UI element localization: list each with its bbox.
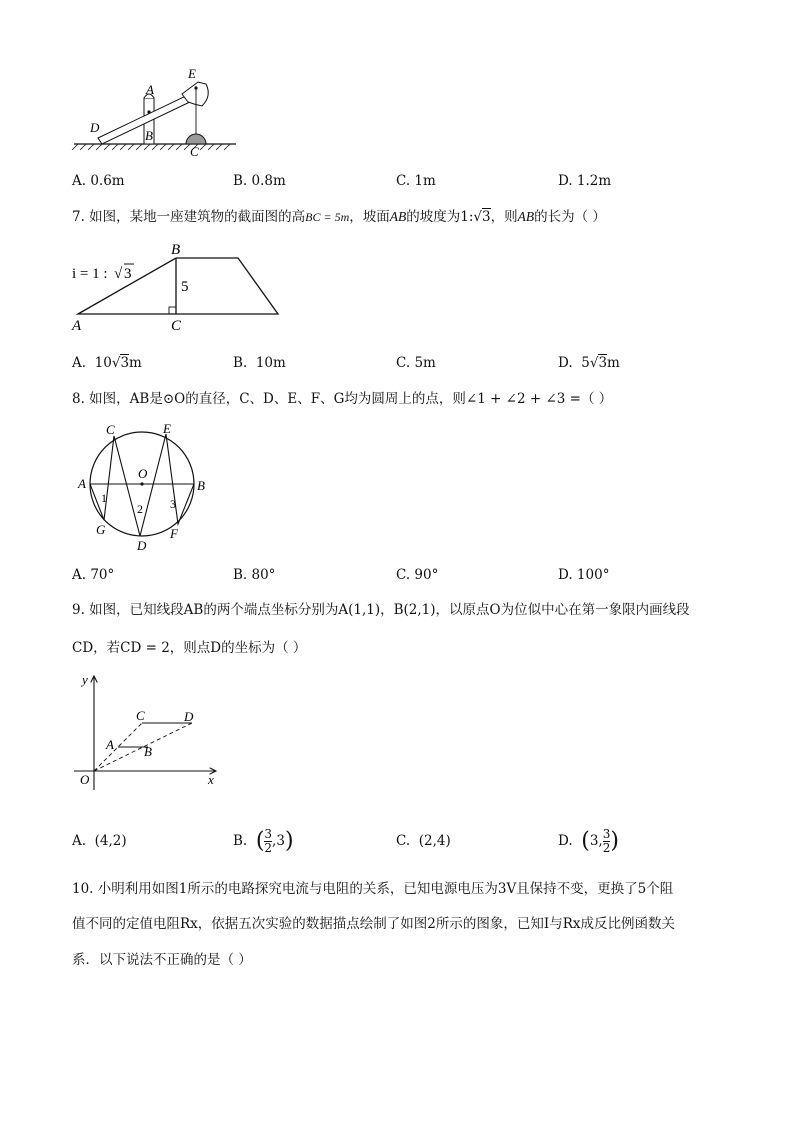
q9-option-d[interactable] [558, 822, 619, 861]
q7-sqrt3: 3 [482, 209, 491, 225]
q7-option-a-unit: m [129, 355, 142, 371]
q9-fig-label-C: C [136, 708, 145, 723]
q7-fig-label-B: B [171, 242, 181, 258]
q8-fig-label-B: B [197, 478, 205, 493]
q9-option-a[interactable] [72, 831, 127, 851]
q9-option-d-head: 3, [589, 833, 603, 849]
q8-option-a[interactable]: A. 70° [72, 567, 115, 583]
q7-option-a[interactable] [72, 353, 142, 373]
q7-option-c-letter: C. [396, 355, 411, 371]
q7-option-c-value: 5m [414, 355, 436, 371]
q9-option-b-lparen: ( [255, 828, 265, 854]
q9-figure [72, 670, 227, 790]
q10-question-line3: 系．以下说法不正确的是（ ） [72, 952, 252, 968]
q7-option-b-value: 10m [255, 355, 286, 371]
q7-fig-sqrt-sign: √ [114, 266, 123, 282]
q8-fig-label-C: C [106, 422, 115, 437]
q6-figure [70, 66, 240, 158]
q7-text-mid: ，坡面 [349, 209, 390, 225]
q9-option-b-num: 3 [264, 827, 273, 841]
q6-label-B: B [145, 128, 153, 143]
q9-fig-label-O: O [80, 772, 90, 787]
q8-option-b[interactable]: B. 80° [233, 567, 276, 583]
q6-label-A: A [146, 82, 154, 97]
q6-option-b[interactable]: B. 0.8m [233, 173, 286, 189]
q9-option-b-letter: B. [233, 833, 248, 849]
q8-fig-label-O: O [138, 466, 148, 481]
q7-fig-slope: i = 1 : [72, 266, 108, 282]
q8-fig-label-A: A [78, 476, 86, 491]
q7-option-d[interactable] [558, 353, 620, 373]
q7-fig-label-A: A [72, 318, 82, 334]
q9-fig-label-y: y [82, 672, 88, 687]
q6-option-c[interactable]: C. 1m [396, 173, 436, 189]
q9-fig-label-x: x [208, 772, 214, 787]
q6-label-C: C [190, 144, 199, 158]
q7-ab2: AB [517, 209, 535, 224]
q9-option-d-rparen: ) [610, 828, 619, 854]
q7-text-mid2: 的坡度为 [406, 209, 461, 225]
q8-fig-angle-1: 1 [101, 491, 107, 505]
q9-fig-label-A: A [106, 737, 114, 752]
q6-label-E: E [188, 66, 196, 81]
q8-option-c[interactable]: C. 90° [396, 567, 439, 583]
q8-figure [74, 420, 214, 555]
q9-option-a-letter: A. [72, 833, 87, 849]
q7-option-c[interactable] [396, 353, 436, 373]
q7-ratio: 1: [460, 209, 474, 225]
q9-option-c-value: (2,4) [418, 833, 451, 849]
q7-sqrt-sign: √ [473, 209, 483, 225]
q9-fig-label-B: B [144, 744, 152, 759]
q7-option-d-letter: D. [558, 355, 573, 371]
q6-label-D: D [90, 120, 100, 135]
q9-option-b-rparen: ) [284, 828, 294, 854]
q7-option-b[interactable] [233, 353, 286, 373]
q9-option-d-letter: D. [558, 833, 573, 849]
q7-figure [70, 240, 285, 335]
q9-option-a-value: (4,2) [94, 833, 127, 849]
q7-option-a-rad: 3 [120, 355, 130, 371]
q9-option-d-den: 2 [602, 841, 611, 855]
q7-fig-height: 5 [181, 279, 189, 295]
q7-option-d-rad: 3 [598, 355, 608, 371]
q7-text-prefix: 7. 如图，某地一座建筑物的截面图的高 [72, 209, 306, 225]
q8-fig-angle-2: 2 [137, 502, 143, 516]
q9-option-b[interactable] [233, 822, 294, 861]
q9-option-d-num: 3 [602, 827, 611, 841]
q7-bc: BC = 5m [305, 210, 350, 224]
q7-option-d-unit: m [607, 355, 620, 371]
q7-fig-sqrt3: 3 [124, 266, 132, 282]
q7-question [72, 207, 606, 227]
q7-fig-label-C: C [171, 318, 182, 334]
q9-option-d-lparen: ( [581, 828, 590, 854]
q7-option-b-letter: B. [233, 355, 248, 371]
q9-fig-label-D: D [184, 709, 194, 724]
q7-option-d-coef: 5 [581, 355, 590, 371]
q10-question-line2: 值不同的定值电阻Rx，依据五次实验的数据描点绘制了如图2所示的图象，已知I与Rx成反比例函数关 [72, 916, 675, 932]
q9-question-line2: CD，若CD = 2，则点D的坐标为（ ） [72, 640, 307, 656]
q8-fig-label-F: F [170, 526, 178, 541]
q8-fig-angle-3: 3 [170, 497, 176, 511]
q10-question-line1: 10. 小明利用如图1所示的电路探究电流与电阻的关系，已知电源电压为3V且保持不变，更换了5个阻 [72, 881, 674, 897]
q6-option-a[interactable]: A. 0.6m [72, 173, 125, 189]
q7-text-end: 的长为（ ） [534, 209, 606, 225]
q8-question: 8. 如图，AB是⊙O的直径，C、D、E、F、G均为圆周上的点，则∠1 + ∠2 + ∠3 =（ ） [72, 391, 613, 407]
q9-option-b-tail: ,3 [272, 833, 285, 849]
q8-fig-label-D: D [137, 538, 147, 553]
q7-option-a-sqrt-sign: √ [111, 355, 121, 371]
q9-option-b-den: 2 [264, 841, 273, 855]
q8-option-d[interactable]: D. 100° [558, 567, 610, 583]
q7-text-mid3: ，则 [490, 209, 518, 225]
q9-option-c[interactable] [396, 831, 451, 851]
q7-option-a-letter: A. [72, 355, 87, 371]
q6-option-d[interactable]: D. 1.2m [558, 173, 612, 189]
q8-fig-label-E: E [163, 421, 171, 436]
q7-option-d-sqrt-sign: √ [589, 355, 599, 371]
q7-ab: AB [389, 209, 407, 224]
q7-option-a-coef: 10 [94, 355, 112, 371]
q8-fig-label-G: G [96, 522, 106, 537]
q9-option-c-letter: C. [396, 833, 411, 849]
q9-option-b-fraction [264, 828, 272, 855]
q9-question-line1: 9. 如图，已知线段AB的两个端点坐标分别为A(1,1)，B(2,1)，以原点O为位似中心在第一象限内画线段 [72, 602, 690, 618]
